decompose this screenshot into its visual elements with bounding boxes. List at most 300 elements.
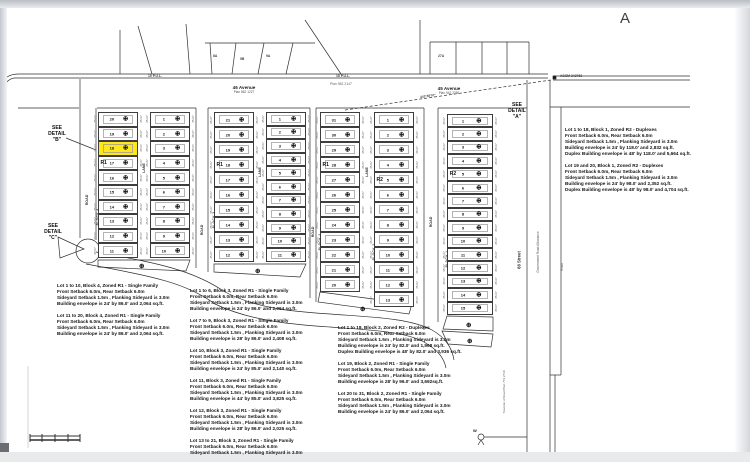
lot-dimension: 35.07 bbox=[139, 159, 143, 167]
lot-symbol-icon: ⊕ bbox=[174, 232, 181, 240]
lot-number: 27 bbox=[331, 177, 337, 182]
note-paragraph bbox=[190, 348, 342, 372]
lot-symbol-icon: ⊕ bbox=[476, 117, 482, 125]
lot-number: 3 bbox=[278, 143, 282, 149]
lot bbox=[369, 202, 419, 217]
lot bbox=[209, 247, 259, 262]
lot-number: 6 bbox=[386, 192, 390, 197]
corner-letter: A bbox=[620, 10, 632, 27]
lot-number: 5 bbox=[386, 177, 390, 182]
building-envelope bbox=[452, 117, 488, 125]
lot-number: 10 bbox=[277, 238, 283, 244]
lot bbox=[315, 127, 365, 142]
lot-symbol-icon: ⊕ bbox=[290, 142, 297, 150]
lot-dimension: 35.07 bbox=[261, 128, 265, 137]
building-envelope bbox=[271, 128, 301, 136]
lot-dimension: 35.07 bbox=[191, 144, 195, 153]
lot-symbol-icon: ⊕ bbox=[122, 232, 129, 240]
lot-dimension: 35.07 bbox=[442, 157, 446, 165]
lot-number: 10 bbox=[385, 252, 391, 257]
road-side-label: Road bbox=[560, 263, 564, 271]
note-line: Sideyard Setback 1.5m , Flanking Sideyard is 3.0m bbox=[190, 419, 303, 425]
lot-number: 4 bbox=[386, 162, 390, 167]
lot-symbol-icon: ⊕ bbox=[344, 131, 351, 139]
note-line: Sideyard Setback 1.5m , Flanking Sideyard is 3.0m bbox=[338, 373, 451, 379]
lot-symbol-icon: ⊕ bbox=[476, 170, 482, 178]
lot-number: 11 bbox=[109, 248, 115, 254]
lot-symbol-icon: ⊕ bbox=[174, 247, 181, 255]
note-line: Lot 10, Block 3, Zoned R1 - Single Family bbox=[190, 347, 282, 353]
lot-symbol-icon: ⊕ bbox=[398, 161, 405, 169]
building-envelope bbox=[155, 246, 185, 255]
note-line: Duplex Building envelope is 48' by 98.0' and 4,704 sq.ft. bbox=[565, 187, 689, 193]
lot-dimension: 35.07 bbox=[261, 223, 265, 232]
lot-dimension: 35.07 bbox=[361, 220, 365, 229]
note-line: Front Setback 6.0m, Rear Setback 6.0m bbox=[190, 324, 278, 330]
lot-dimension: 35.07 bbox=[255, 235, 259, 244]
lot-symbol-icon: ⊕ bbox=[290, 210, 297, 218]
lot-number: 9 bbox=[162, 233, 166, 239]
note-paragraph bbox=[190, 438, 342, 456]
lot-number: 4 bbox=[461, 158, 465, 164]
lot-number: 21 bbox=[225, 117, 231, 122]
lot bbox=[209, 172, 259, 187]
see-detail-a-line3: "A" bbox=[512, 113, 522, 120]
building-envelope bbox=[271, 156, 301, 164]
lot bbox=[369, 292, 419, 307]
note-line: Building envelope is 24' by 98.0' and 2,352 sq.ft. bbox=[565, 181, 672, 187]
lot-dimension: 35.07 bbox=[369, 130, 373, 139]
lot-symbol-icon: ⊕ bbox=[290, 156, 297, 164]
lot bbox=[145, 170, 195, 185]
lot-dimension: 35.07 bbox=[361, 130, 365, 139]
lot bbox=[369, 187, 419, 202]
lot bbox=[369, 217, 419, 232]
lot-symbol-icon: ⊕ bbox=[398, 116, 405, 124]
lot-dimension: 35.07 bbox=[255, 190, 259, 199]
lot-symbol-icon: ⊕ bbox=[476, 130, 482, 138]
lot-number: 3 bbox=[386, 147, 390, 152]
scale-bar bbox=[30, 434, 80, 442]
lot-dimension: 35.07 bbox=[307, 115, 311, 123]
lot-dimension: 35.07 bbox=[191, 188, 195, 197]
lot-dimension: 35.07 bbox=[361, 235, 365, 244]
lot-number: 3 bbox=[461, 144, 465, 150]
lot bbox=[369, 172, 419, 187]
lot-number: 5 bbox=[162, 175, 166, 181]
lot-symbol-icon: ⊕ bbox=[476, 251, 482, 259]
lot bbox=[145, 243, 195, 258]
notes-block1 bbox=[565, 127, 745, 199]
lot-number: 21 bbox=[331, 267, 337, 272]
lot-symbol-icon: ⊕ bbox=[122, 218, 129, 226]
notes-block4 bbox=[57, 283, 189, 343]
lot bbox=[261, 248, 311, 262]
building-envelope bbox=[452, 251, 488, 259]
lot bbox=[442, 275, 498, 288]
building-envelope bbox=[452, 264, 488, 272]
lot-dimension: 35.07 bbox=[307, 251, 311, 259]
lot-symbol-icon: ⊕ bbox=[122, 145, 129, 153]
note-line: Building envelope is 24' by 118.0' and 2,832 sq.ft. bbox=[565, 145, 675, 151]
lot-number: 31 bbox=[331, 117, 337, 122]
lot-dimension: 35.07 bbox=[369, 280, 373, 289]
lot-dimension: 35.07 bbox=[415, 130, 419, 139]
lot-symbol-icon: ⊕ bbox=[174, 159, 181, 167]
see-detail-c bbox=[36, 224, 70, 242]
building-envelope bbox=[219, 205, 249, 214]
building-envelope bbox=[271, 237, 301, 245]
lot-dimension: 35.07 bbox=[255, 160, 259, 169]
lot-dimension: 35.07 bbox=[494, 116, 498, 125]
lot-dimension: 35.07 bbox=[442, 116, 446, 125]
lot-number: 2 bbox=[386, 132, 390, 137]
lot-number: 7 bbox=[386, 207, 390, 212]
lot-column-block3-west bbox=[209, 112, 259, 262]
lane-label-3: LANE bbox=[365, 167, 369, 177]
lot-dimension: 35.07 bbox=[191, 130, 195, 138]
lot bbox=[145, 156, 195, 171]
note-line: Building envelope is 44' by 85.0' and 3,825 sq.ft. bbox=[190, 396, 297, 402]
lot-number: 6 bbox=[278, 184, 282, 190]
building-envelope bbox=[155, 173, 185, 182]
building-envelope bbox=[379, 295, 409, 304]
lot-number: 5 bbox=[278, 170, 282, 176]
lot bbox=[261, 180, 311, 194]
lot bbox=[145, 200, 195, 215]
lot-dimension: 35.07 bbox=[361, 175, 365, 184]
lot-dimension: 35.07 bbox=[315, 265, 319, 274]
lot bbox=[93, 112, 143, 127]
plan-right-label: Plan 982 2147 bbox=[330, 82, 352, 86]
lot bbox=[442, 141, 498, 154]
lot-symbol-icon: ⊕ bbox=[238, 206, 245, 214]
lot-symbol-icon: ⊕ bbox=[344, 281, 351, 289]
lot-dimension: 35.07 bbox=[369, 175, 373, 184]
block-label: BLOCK 2 bbox=[318, 233, 322, 250]
note-paragraph bbox=[565, 127, 745, 158]
lot bbox=[145, 185, 195, 200]
lot-dimension: 35.07 bbox=[93, 203, 97, 211]
lot-symbol-icon: ⊕ bbox=[174, 115, 181, 123]
road-label-2: ROAD bbox=[200, 224, 204, 236]
note-line: Lot 7 to 9, Block 3, Zoned R1 - Single Family bbox=[190, 317, 289, 323]
lot-dimension: 35.07 bbox=[209, 175, 213, 184]
lot bbox=[261, 112, 311, 126]
building-envelope bbox=[379, 160, 409, 169]
zone-label: R1 bbox=[100, 160, 107, 167]
lot-dimension: 35.07 bbox=[307, 223, 311, 232]
building-envelope bbox=[219, 220, 249, 229]
lot-dimension: 35.07 bbox=[315, 220, 319, 229]
lot-dimension: 35.07 bbox=[145, 232, 149, 240]
lot-dimension: 35.07 bbox=[442, 250, 446, 259]
lot-dimension: 35.07 bbox=[415, 265, 419, 274]
note-line: Sideyard Setback 1.5m , Flanking Sideyard is 3.0m bbox=[190, 390, 303, 396]
lot-dimension: 35.07 bbox=[145, 115, 149, 124]
lot-dimension: 35.07 bbox=[93, 188, 97, 197]
lot-symbol-icon: ⊕ bbox=[476, 224, 482, 232]
lot-dimension: 35.07 bbox=[494, 224, 498, 232]
lot bbox=[315, 187, 365, 202]
north-lot-label-2: 9B bbox=[240, 57, 245, 61]
lot-symbol-icon: ⊕ bbox=[344, 221, 351, 229]
lot-dimension: 35.07 bbox=[93, 217, 97, 226]
lot-dimension: 35.07 bbox=[145, 130, 149, 138]
building-envelope bbox=[103, 115, 133, 124]
lot bbox=[93, 200, 143, 215]
lot bbox=[442, 302, 498, 315]
building-envelope bbox=[379, 250, 409, 259]
lot-symbol-icon: ⊕ bbox=[344, 146, 351, 154]
lot-dimension: 35.07 bbox=[261, 115, 265, 123]
lot-symbol-icon: ⊕ bbox=[398, 146, 405, 154]
building-envelope bbox=[452, 144, 488, 152]
lot-dimension: 35.07 bbox=[93, 130, 97, 138]
avenue-46-label bbox=[208, 85, 280, 94]
lot-number: 2 bbox=[278, 129, 282, 135]
lot-dimension: 35.07 bbox=[494, 304, 498, 313]
lot-symbol-icon: ⊕ bbox=[238, 146, 245, 154]
lot-number: 26 bbox=[331, 192, 337, 197]
lot-symbol-icon: ⊕ bbox=[476, 291, 482, 299]
lot bbox=[369, 127, 419, 142]
lot-dimension: 35.07 bbox=[315, 130, 319, 139]
lot-number: 15 bbox=[225, 207, 231, 212]
lot-number: 18 bbox=[109, 145, 115, 151]
building-envelope bbox=[219, 235, 249, 244]
lot bbox=[261, 166, 311, 180]
lot-number: 8 bbox=[278, 211, 282, 217]
note-line: Sideyard Setback 1.5m , Flanking Sideyard is 3.0m bbox=[57, 295, 170, 301]
lot-dimension: 35.07 bbox=[494, 170, 498, 179]
lot-column-block3-east bbox=[261, 112, 311, 262]
lot-number: 2 bbox=[461, 131, 465, 137]
lot-symbol-icon: ⊕ bbox=[238, 116, 245, 124]
note-paragraph bbox=[190, 378, 342, 402]
building-envelope bbox=[103, 246, 133, 255]
building-envelope bbox=[103, 202, 133, 211]
lot bbox=[209, 112, 259, 127]
lot-dimension: 35.07 bbox=[415, 250, 419, 259]
lot-symbol-icon: ⊕ bbox=[398, 206, 405, 214]
building-envelope bbox=[219, 175, 249, 184]
lot-dimension: 35.07 bbox=[209, 145, 213, 154]
lot-dimension: 35.07 bbox=[307, 196, 311, 205]
lot bbox=[315, 112, 365, 127]
lot-number: 20 bbox=[225, 132, 231, 137]
lot-number: 4 bbox=[278, 157, 282, 163]
lot-dimension: 35.07 bbox=[315, 205, 319, 214]
lot-symbol-icon: ⊕ bbox=[290, 251, 297, 259]
lot bbox=[442, 194, 498, 207]
lot-dimension: 35.07 bbox=[93, 159, 97, 167]
lot-dimension: 35.07 bbox=[494, 143, 498, 152]
lot-symbol-icon: ⊕ bbox=[398, 131, 405, 139]
lot-symbol-icon: ⊕ bbox=[122, 115, 129, 123]
lot-number: 19 bbox=[109, 131, 115, 137]
building-envelope bbox=[103, 144, 133, 153]
lot-dimension: 35.07 bbox=[369, 250, 373, 259]
lot-symbol-icon: ⊕ bbox=[122, 159, 129, 167]
lot-dimension: 35.07 bbox=[93, 232, 97, 240]
lot-dimension: 35.07 bbox=[361, 190, 365, 199]
lot bbox=[209, 232, 259, 247]
lot bbox=[442, 168, 498, 181]
lot-dimension: 35.07 bbox=[209, 235, 213, 244]
lot-dimension: 35.07 bbox=[369, 115, 373, 124]
lot-number: 22 bbox=[331, 252, 337, 257]
lot-number: 13 bbox=[109, 218, 115, 224]
lot-dimension: 35.07 bbox=[255, 175, 259, 184]
note-line: Lot 19, Block 2, Zoned R1 - Single Family bbox=[338, 361, 430, 367]
north-parcel-lines bbox=[120, 20, 529, 74]
lot bbox=[315, 172, 365, 187]
note-line: Front Setback 6.0m, Rear Setback 6.0m bbox=[565, 133, 653, 139]
lot-dimension: 35.07 bbox=[145, 217, 149, 226]
lot-symbol-icon: ⊕ bbox=[174, 188, 181, 196]
zone-label: R1 bbox=[322, 161, 329, 168]
note-line: Lot 20 to 31, Block 2, Zoned R1 - Single Family bbox=[338, 390, 442, 396]
lot bbox=[209, 142, 259, 157]
lot-symbol-icon: ⊕ bbox=[398, 281, 405, 289]
lot-dimension: 35.07 bbox=[261, 169, 265, 177]
lot-number: 18 bbox=[225, 162, 231, 167]
lot-dimension: 35.07 bbox=[307, 210, 311, 218]
lot-symbol-icon: ⊕ bbox=[344, 251, 351, 259]
lot-number: 29 bbox=[331, 147, 337, 152]
lot-symbol-icon: ⊕ bbox=[122, 174, 129, 182]
lot-dimension: 35.07 bbox=[494, 210, 498, 219]
building-envelope bbox=[219, 130, 249, 139]
note-line: Sideyard Setback 1.5m , Flanking Sideyard is 3.0m bbox=[190, 360, 303, 366]
note-line: Sideyard Setback 1.5m , Flanking Sideyard is 3.0m bbox=[338, 403, 451, 409]
building-envelope bbox=[379, 265, 409, 274]
lot-dimension: 35.07 bbox=[442, 264, 446, 272]
notes-block2 bbox=[338, 325, 488, 421]
note-paragraph bbox=[338, 391, 488, 415]
road-label-1: ROAD bbox=[85, 194, 89, 206]
lot-number: 4 bbox=[162, 160, 166, 166]
svg-text:⊕: ⊕ bbox=[466, 322, 472, 329]
building-envelope bbox=[322, 160, 355, 169]
lot-dimension: 35.07 bbox=[307, 128, 311, 137]
lot-dimension: 35.07 bbox=[93, 173, 97, 182]
lot-dimension: 35.07 bbox=[261, 210, 265, 218]
lot-dimension: 35.07 bbox=[494, 197, 498, 205]
lot-number: 23 bbox=[331, 237, 337, 242]
lot-dimension: 35.07 bbox=[139, 217, 143, 226]
lot-dimension: 35.07 bbox=[307, 142, 311, 150]
zone-label: R2 bbox=[376, 176, 383, 183]
lot-number: 17 bbox=[109, 160, 115, 166]
building-envelope bbox=[452, 224, 488, 232]
building-envelope bbox=[103, 129, 133, 138]
note-line: Building envelope is 28' by 86.0' and 2,025 sq.ft. bbox=[190, 426, 297, 432]
lot-symbol-icon: ⊕ bbox=[344, 191, 351, 199]
note-paragraph bbox=[190, 318, 342, 342]
lot-symbol-icon: ⊕ bbox=[174, 174, 181, 182]
lot bbox=[315, 202, 365, 217]
building-envelope bbox=[155, 232, 185, 241]
lot-dimension: 35.07 bbox=[494, 130, 498, 138]
lot-number: 10 bbox=[460, 238, 466, 244]
see-detail-c-line1: SEE bbox=[47, 223, 58, 229]
lot-symbol-icon: ⊕ bbox=[476, 278, 482, 286]
note-line: Building envelope is 24' by 86.0' and 2,064 sq.ft. bbox=[57, 301, 164, 307]
lot-symbol-icon: ⊕ bbox=[398, 176, 405, 184]
see-detail-a-line1: SEE bbox=[511, 102, 522, 108]
block-label: BLOCK 1 bbox=[445, 250, 449, 268]
lot-symbol-icon: ⊕ bbox=[174, 130, 181, 138]
lot bbox=[442, 114, 498, 127]
lot-symbol-icon: ⊕ bbox=[238, 221, 245, 229]
note-line: Lot 1 to 6, Block 3, Zoned R1 - Single Family bbox=[190, 288, 289, 293]
lot-column-block1 bbox=[442, 114, 498, 315]
lot bbox=[369, 277, 419, 292]
note-line: Front Setback 6.0m, Rear Setback 6.0m bbox=[57, 319, 145, 325]
lot-dimension: 35.07 bbox=[261, 183, 265, 191]
lot-dimension: 35.07 bbox=[191, 115, 195, 124]
building-envelope bbox=[325, 190, 355, 199]
lot-dimension: 35.07 bbox=[315, 190, 319, 199]
lot-symbol-icon: ⊕ bbox=[122, 247, 129, 255]
lot-symbol-icon: ⊕ bbox=[344, 206, 351, 214]
note-paragraph bbox=[57, 283, 189, 307]
lot bbox=[442, 288, 498, 301]
lot-number: 12 bbox=[109, 233, 115, 239]
lot-dimension: 35.07 bbox=[145, 144, 149, 153]
lot-dimension: 35.07 bbox=[361, 265, 365, 274]
photo-edge-left bbox=[0, 0, 7, 452]
lot bbox=[442, 235, 498, 248]
lot-dimension: 35.07 bbox=[369, 160, 373, 169]
lot-dimension: 35.07 bbox=[315, 160, 319, 169]
lot-dimension: 35.07 bbox=[415, 295, 419, 304]
lot-symbol-icon: ⊕ bbox=[476, 304, 482, 312]
monument-marker bbox=[553, 76, 556, 79]
lot-column-block4-west bbox=[93, 112, 143, 258]
building-envelope bbox=[271, 183, 301, 191]
lot-dimension: 35.07 bbox=[139, 188, 143, 197]
lot-dimension: 35.07 bbox=[494, 157, 498, 165]
building-envelope bbox=[219, 115, 249, 124]
lot bbox=[93, 185, 143, 200]
lot-dimension: 35.07 bbox=[369, 145, 373, 154]
building-envelope bbox=[379, 190, 409, 199]
note-line: Front Setback 6.0m, Rear Setback 6.0m bbox=[190, 353, 278, 359]
lot-number: 11 bbox=[460, 252, 466, 258]
lot-symbol-icon: ⊕ bbox=[398, 221, 405, 229]
lot-symbol-icon: ⊕ bbox=[238, 176, 245, 184]
see-detail-c-line3: "C" bbox=[48, 234, 58, 241]
lot-column-block2-east bbox=[369, 112, 419, 307]
building-envelope bbox=[219, 250, 249, 259]
photo-edge-top bbox=[0, 0, 750, 8]
lot-symbol-icon: ⊕ bbox=[344, 116, 351, 124]
pul-left-label: 10 P.U.L. bbox=[148, 74, 162, 78]
lot-number: 8 bbox=[386, 222, 390, 227]
lot-number: 19 bbox=[225, 147, 231, 152]
lot-symbol-icon: ⊕ bbox=[290, 196, 297, 204]
lot bbox=[145, 214, 195, 229]
photo-edge-right bbox=[734, 0, 750, 452]
note-line: Front Setback 6.0m, Rear Setback 6.0m bbox=[57, 289, 145, 295]
lane-label-2: LANE bbox=[258, 167, 262, 177]
lot-symbol-icon: ⊕ bbox=[398, 191, 405, 199]
lot-dimension: 35.07 bbox=[209, 115, 213, 124]
lot-number: 11 bbox=[277, 252, 283, 258]
